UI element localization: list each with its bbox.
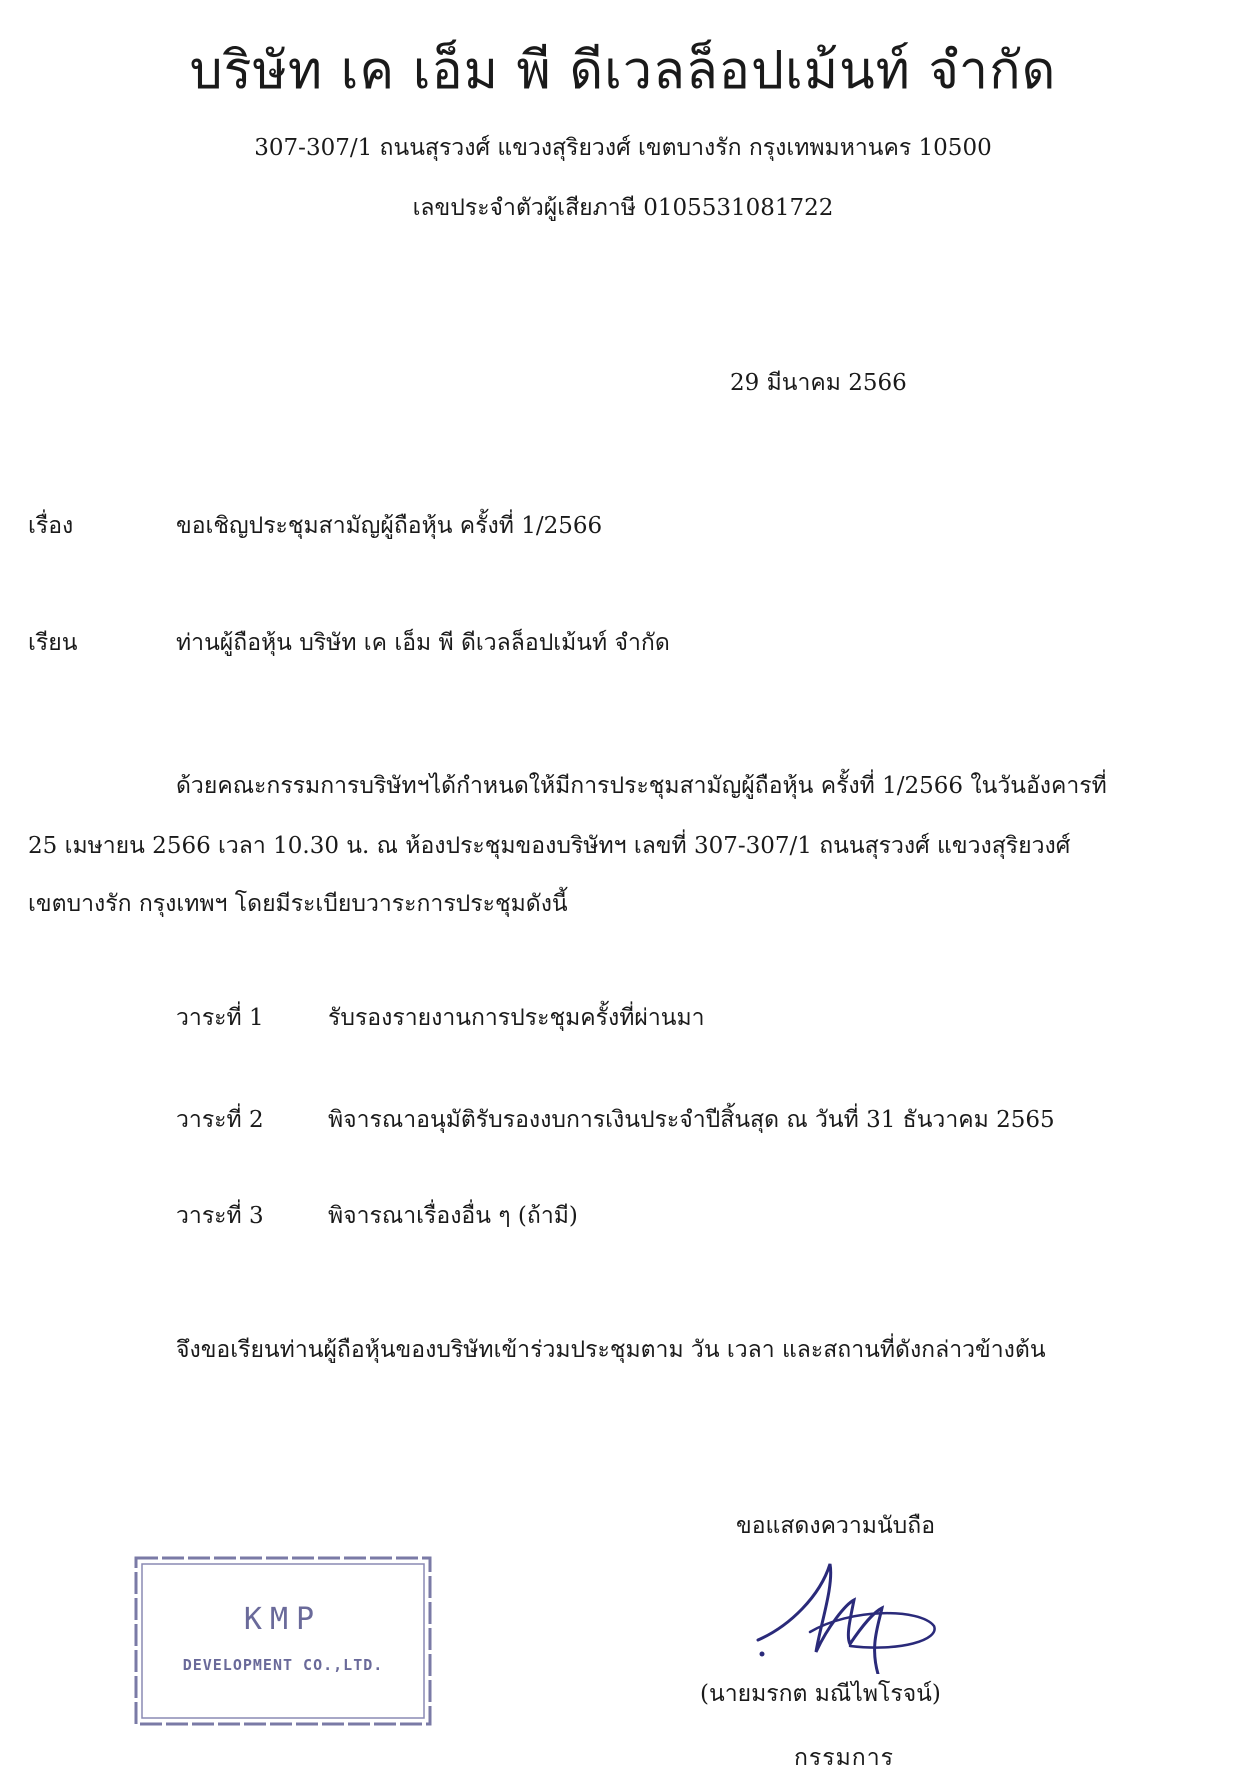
letter-date: 29 มีนาคม 2566 [730,370,907,396]
stamp-line-1: KMP [243,1602,323,1637]
regards-text: ขอแสดงความนับถือ [736,1513,936,1539]
signer-position: กรรมการ [794,1745,894,1771]
recipient-text: ท่านผู้ถือหุ้น บริษัท เค เอ็ม พี ดีเวลล็อปเม้นท์ จำกัด [176,630,670,656]
company-address: 307-307/1 ถนนสุรวงศ์ แขวงสุริยวงศ์ เขตบางรัก กรุงเทพมหานคร 10500 [254,135,992,161]
agenda-number: วาระที่ 2 [176,1107,264,1133]
agenda-item-text: พิจารณาเรื่องอื่น ๆ (ถ้ามี) [328,1203,578,1229]
body-line: 25 เมษายน 2566 เวลา 10.30 น. ณ ห้องประชุมของบริษัทฯ เลขที่ 307-307/1 ถนนสุรวงศ์ แขวงสุริยวงศ์ [28,833,1071,859]
subject-label: เรื่อง [28,513,74,539]
agenda-number: วาระที่ 3 [176,1203,264,1229]
company-name: บริษัท เค เอ็ม พี ดีเวลล็อปเม้นท์ จำกัด [189,41,1057,101]
closing-invitation: จึงขอเรียนท่านผู้ถือหุ้นของบริษัทเข้าร่วมประชุมตาม วัน เวลา และสถานที่ดังกล่าวข้างต้น [176,1337,1046,1363]
agenda-item-text: รับรองรายงานการประชุมครั้งที่ผ่านมา [328,1005,705,1031]
tax-id: เลขประจำตัวผู้เสียภาษี 0105531081722 [412,195,834,221]
signer-name: (นายมรกต มณีไพโรจน์) [700,1681,941,1707]
signature [750,1556,940,1674]
stamp-line-2: DEVELOPMENT CO.,LTD. [182,1656,384,1674]
subject-text: ขอเชิญประชุมสามัญผู้ถือหุ้น ครั้งที่ 1/2566 [176,513,603,539]
company-stamp [130,1552,436,1730]
agenda-number: วาระที่ 1 [176,1005,264,1031]
body-line: เขตบางรัก กรุงเทพฯ โดยมีระเบียบวาระการประชุมดังนี้ [28,891,568,917]
body-line: ด้วยคณะกรรมการบริษัทฯได้กำหนดให้มีการประชุมสามัญผู้ถือหุ้น ครั้งที่ 1/2566 ในวันอังคารที่ [176,773,1107,799]
recipient-label: เรียน [28,630,78,656]
agenda-item-text: พิจารณาอนุมัติรับรองงบการเงินประจำปีสิ้นสุด ณ วันที่ 31 ธันวาคม 2565 [328,1107,1055,1133]
